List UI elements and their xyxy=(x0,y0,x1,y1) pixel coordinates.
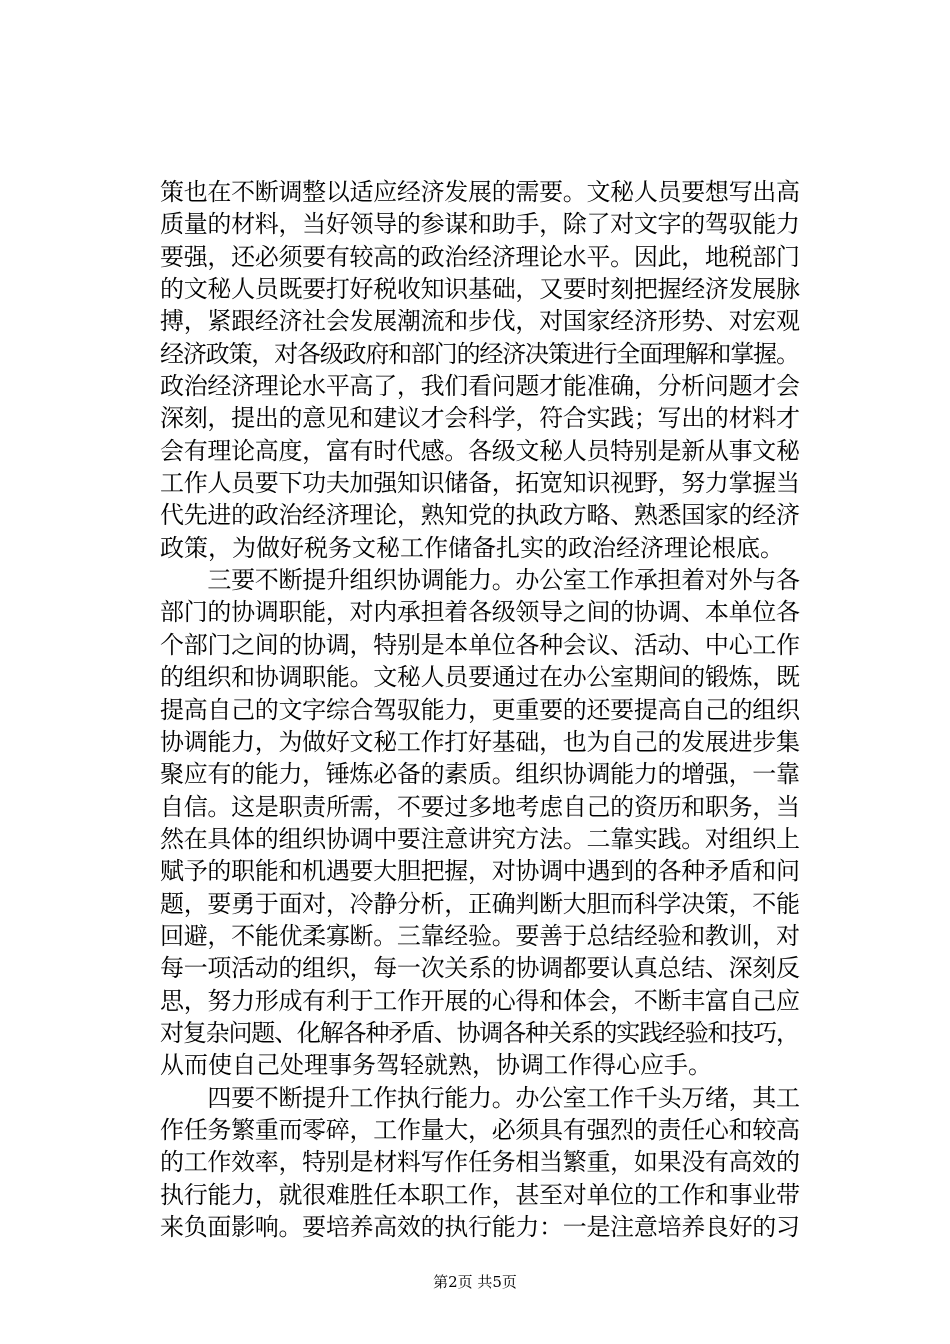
text-line: 三要不断提升组织协调能力。办公室工作承担着对外与各 xyxy=(160,566,800,595)
text-line: 协调能力，为做好文秘工作打好基础，也为自己的发展进步集 xyxy=(160,727,800,756)
text-line: 工作人员要下功夫加强知识储备，拓宽知识视野，努力掌握当 xyxy=(160,469,800,498)
body-text xyxy=(160,176,800,1243)
text-line: 每一项活动的组织，每一次关系的协调都要认真总结、深刻反 xyxy=(160,954,800,983)
text-line: 经济政策，对各级政府和部门的经济决策进行全面理解和掌握。 xyxy=(160,339,799,368)
text-line: 政治经济理论水平高了，我们看问题才能准确，分析问题才会 xyxy=(160,372,800,401)
text-line: 执行能力，就很难胜任本职工作，甚至对单位的工作和事业带 xyxy=(160,1180,800,1209)
text-line: 从而使自己处理事务驾轻就熟，协调工作得心应手。 xyxy=(160,1051,712,1080)
text-line: 要强，还必须要有较高的政治经济理论水平。因此，地税部门 xyxy=(160,242,800,271)
text-line: 的组织和协调职能。文秘人员要通过在办公室期间的锻炼，既 xyxy=(160,663,800,692)
text-line: 深刻，提出的意见和建议才会科学，符合实践；写出的材料才 xyxy=(160,404,800,433)
text-line: 赋予的职能和机遇要大胆把握，对协调中遇到的各种矛盾和问 xyxy=(160,857,800,886)
text-line: 代先进的政治经济理论，熟知党的执政方略、熟悉国家的经济 xyxy=(160,501,800,530)
text-line: 个部门之间的协调，特别是本单位各种会议、活动、中心工作 xyxy=(160,630,800,659)
text-line: 策也在不断调整以适应经济发展的需要。文秘人员要想写出高 xyxy=(160,178,800,206)
text-line: 四要不断提升工作执行能力。办公室工作千头万绪，其工 xyxy=(160,1083,800,1112)
page-footer: 第2页 共5页 xyxy=(433,1273,517,1291)
text-line: 作任务繁重而零碎，工作量大，必须具有强烈的责任心和较高 xyxy=(160,1115,800,1144)
text-line: 部门的协调职能，对内承担着各级领导之间的协调、本单位各 xyxy=(160,598,800,627)
text-line: 对复杂问题、化解各种矛盾、协调各种关系的实践经验和技巧， xyxy=(160,1018,799,1047)
text-line: 的工作效率，特别是材料写作任务相当繁重，如果没有高效的 xyxy=(160,1148,800,1177)
text-line: 回避，不能优柔寡断。三靠经验。要善于总结经验和教训，对 xyxy=(160,921,800,950)
text-line: 来负面影响。要培养高效的执行能力：一是注意培养良好的习 xyxy=(160,1213,800,1241)
text-line: 聚应有的能力，锤炼必备的素质。组织协调能力的增强，一靠 xyxy=(160,760,800,789)
text-line: 的文秘人员既要打好税收知识基础，又要时刻把握经济发展脉 xyxy=(160,275,800,304)
text-line: 提高自己的文字综合驾驭能力，更重要的还要提高自己的组织 xyxy=(160,695,800,724)
text-line: 自信。这是职责所需，不要过多地考虑自己的资历和职务，当 xyxy=(160,792,800,821)
text-line: 题，要勇于面对，冷静分析，正确判断大胆而科学决策，不能 xyxy=(160,889,800,918)
text-line: 搏，紧跟经济社会发展潮流和步伐，对国家经济形势、对宏观 xyxy=(160,307,800,336)
text-line: 思，努力形成有利于工作开展的心得和体会，不断丰富自己应 xyxy=(160,986,800,1015)
text-line: 会有理论高度，富有时代感。各级文秘人员特别是新从事文秘 xyxy=(160,436,800,465)
text-line: 质量的材料，当好领导的参谋和助手，除了对文字的驾驭能力 xyxy=(160,210,800,239)
text-line: 政策，为做好税务文秘工作储备扎实的政治经济理论根底。 xyxy=(160,533,784,562)
text-line: 然在具体的组织协调中要注意讲究方法。二靠实践。对组织上 xyxy=(160,824,800,853)
